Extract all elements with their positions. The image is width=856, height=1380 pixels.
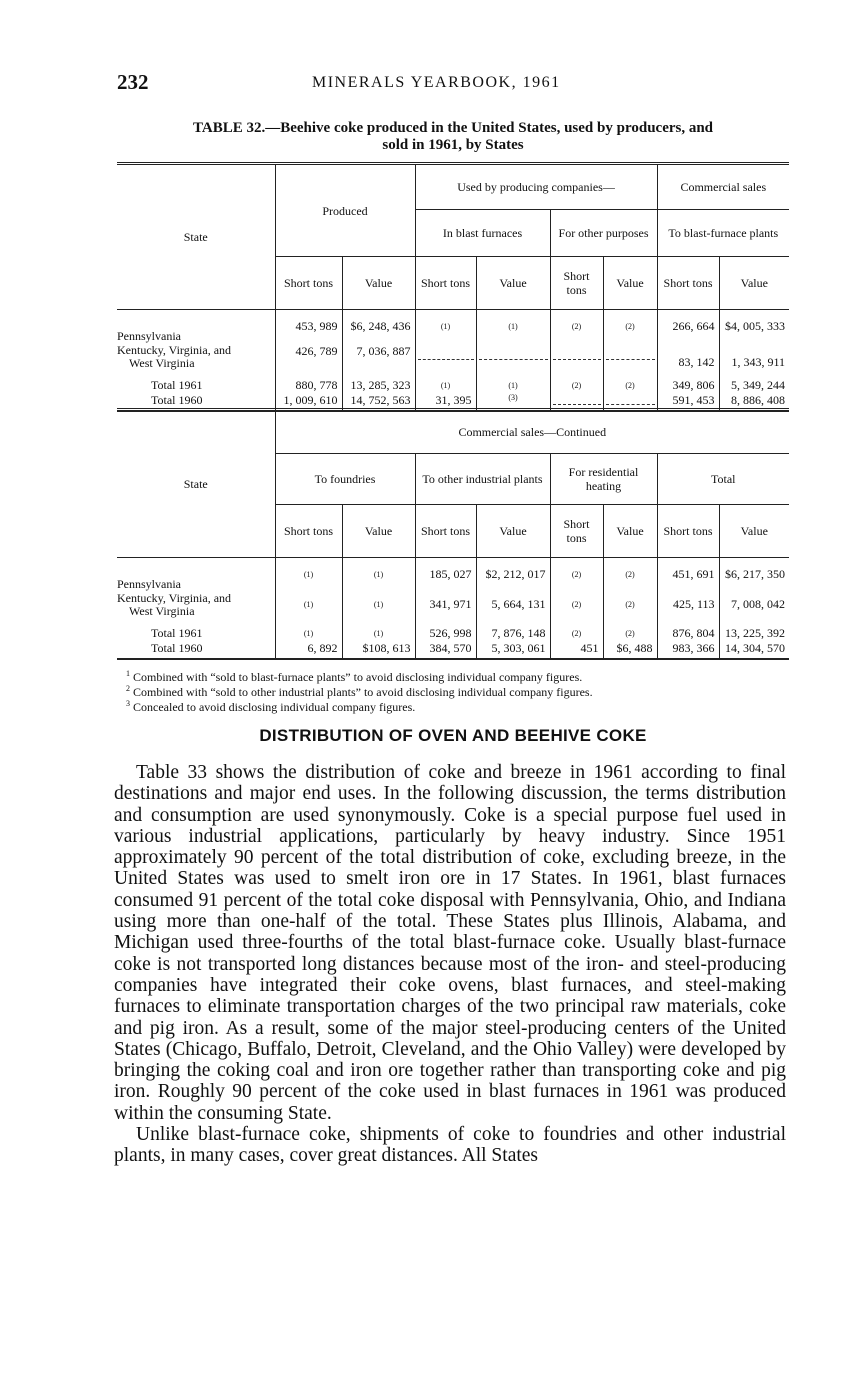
for-other-purposes-header: For other purposes [550,210,657,257]
data-cell: 876, 804 [657,626,719,641]
to-other-industrial-header: To other industrial plants [415,454,550,505]
footnote-text: Concealed to avoid disclosing individual company figures. [133,700,416,714]
data-cell: $108, 613 [342,641,415,659]
value-header: Value [476,505,550,558]
data-cell: 451 [550,641,603,659]
table-row [117,641,789,659]
footnote-ref: (2) [603,378,657,393]
table-row [117,378,789,393]
data-cell: $6, 488 [603,641,657,659]
footnote-ref: (1) [275,592,342,618]
short-tons-header: Short tons [415,257,476,310]
table-title-line-2: sold in 1961, by States [382,137,524,153]
to-foundries-header: To foundries [275,454,415,505]
footnote-ref: (3) [476,393,550,411]
state-name: Total 1961 [151,377,203,392]
footnote-mark: 2 [126,684,130,693]
data-cell: 5, 349, 244 [719,378,789,393]
data-cell: 13, 285, 323 [342,378,415,393]
table-row [117,344,789,370]
footnote-text: Combined with “sold to blast-furnace plants” to avoid disclosing individual company figures. [133,670,583,684]
state-header: State [117,164,275,310]
short-tons-header: Short tons [550,257,603,310]
state-name-line-2: West Virginia [129,603,195,618]
footnote-ref: (1) [476,310,550,344]
total-header: Total [657,454,789,505]
data-cell: 341, 971 [415,592,476,618]
data-cell: 14, 304, 570 [719,641,789,659]
value-header: Value [342,505,415,558]
data-cell: 14, 752, 563 [342,393,415,411]
footnote-ref: (2) [603,626,657,641]
table-title [117,120,789,154]
short-tons-header: Short tons [550,505,603,558]
value-header: Value [719,505,789,558]
data-cell: 8, 886, 408 [719,393,789,411]
state-name [117,344,275,370]
data-cell: $6, 217, 350 [719,558,789,592]
short-tons-header: Short tons [415,505,476,558]
state-name [117,592,275,618]
footnote-ref: (1) [342,592,415,618]
page-number: 232 [117,70,149,94]
used-by-producing-header: Used by producing companies— [415,164,657,210]
footnote-3 [126,698,786,713]
running-title: MINERALS YEARBOOK, 1961 [312,74,561,91]
footnote-ref: (1) [275,558,342,592]
footnote-mark: 3 [126,699,130,708]
data-cell: 185, 027 [415,558,476,592]
footnote-ref: (2) [550,592,603,618]
produced-header: Produced [275,164,415,257]
footnote-ref: (2) [603,310,657,344]
data-cell: 83, 142 [657,344,719,370]
footnote-ref: (2) [550,558,603,592]
state-name: Total 1960 [151,392,203,407]
state-name-line-1: Kentucky, Virginia, and [117,590,232,605]
state-name: Total 1961 [151,625,203,640]
state-name-line-1: Kentucky, Virginia, and [117,342,232,357]
data-cell: 983, 366 [657,641,719,659]
table-row [117,626,789,641]
commercial-sales-header: Commercial sales [657,164,789,210]
value-header: Value [719,257,789,310]
data-cell: 1, 343, 911 [719,344,789,370]
to-blast-furnace-plants-header: To blast-furnace plants [657,210,789,257]
table-row [117,558,789,592]
page-header [117,70,787,100]
data-cell: 31, 395 [415,393,476,411]
data-cell: 1, 009, 610 [275,393,342,411]
data-cell: 591, 453 [657,393,719,411]
footnote-2 [126,683,786,698]
data-cell: 5, 664, 131 [476,592,550,618]
value-header: Value [476,257,550,310]
data-cell: $4, 005, 333 [719,310,789,344]
footnote-ref: (1) [342,558,415,592]
state-name: Pennsylvania [117,576,181,591]
footnote-ref: (1) [342,626,415,641]
state-name: Total 1960 [151,640,203,655]
dash-leader [550,344,603,370]
section-heading: DISTRIBUTION OF OVEN AND BEEHIVE COKE [259,726,647,745]
data-cell: 266, 664 [657,310,719,344]
short-tons-header: Short tons [657,257,719,310]
footnote-ref: (2) [550,310,603,344]
dash-leader [476,344,550,370]
footnote-ref: (1) [476,378,550,393]
table-title-line-1: TABLE 32.—Beehive coke produced in the United States, used by producers, and [192,120,714,136]
footnote-mark: 1 [126,669,130,678]
data-cell: 880, 778 [275,378,342,393]
footnote-ref: (2) [603,592,657,618]
footnote-text: Combined with “sold to other industrial plants” to avoid disclosing individual company figures. [133,685,593,699]
data-cell: 5, 303, 061 [476,641,550,659]
data-cell: 453, 989 [275,310,342,344]
paragraph-2: Unlike blast-furnace coke, shipments of coke to foundries and other industrial plants, in many cases, cover great distances. All States [114,1124,786,1167]
value-header: Value [603,257,657,310]
data-cell: 425, 113 [657,592,719,618]
dash-leader [603,344,657,370]
footnote-ref: (2) [550,378,603,393]
data-cell: 6, 892 [275,641,342,659]
data-cell: 384, 570 [415,641,476,659]
value-header: Value [342,257,415,310]
short-tons-header: Short tons [657,505,719,558]
dash-leader [415,344,476,370]
for-residential-header: For residential heating [550,454,657,505]
in-blast-furnaces-header: In blast furnaces [415,210,550,257]
state-name-line-2: West Virginia [129,355,195,370]
commercial-sales-continued-header: Commercial sales—Continued [275,410,789,454]
paragraph-1: Table 33 shows the distribution of coke and breeze in 1961 according to final destinations and major end uses. In the following discussion, the terms distribution and consumption are used synonymously. Coke is a special purpose fuel used in various industrial applications, particularly by heavy industry. Since 1951 approximately 90 percent of the total distribution of coke, excluding breeze, in the United States was used to smelt iron ore in 17 States. In 1961, blast furnaces consumed 91 percent of the total coke disposal with Pennsylvania, Ohio, and Indiana using more than one-half of the total. These States plus Illinois, Alabama, and Michigan used three-fourths of the total blast-furnace coke. Usually blast-furnace coke is not transported long distances because most of the iron- and steel-producing companies have integrated their coke ovens, blast furnaces, and steel-making furnaces to eliminate transportation charges of the two principal raw materials, coke and pig iron. As a result, some of the major steel-producing centers of the United States (Chicago, Buffalo, Detroit, Cleveland, and the Ohio Valley) were developed by bringing the coking coal and iron ore together rather than transporting coke and pig iron. Roughly 90 percent of the coke used in blast furnaces in 1961 was produced within the consuming State. [114,762,786,1124]
table-row [117,592,789,618]
data-cell: 7, 008, 042 [719,592,789,618]
beehive-coke-table-part-1 [117,162,789,412]
data-cell: $6, 248, 436 [342,310,415,344]
short-tons-header: Short tons [275,505,342,558]
data-cell: 451, 691 [657,558,719,592]
value-header: Value [603,505,657,558]
data-cell: 7, 036, 887 [342,344,415,370]
footnote-ref: (1) [275,626,342,641]
footnote-1 [126,668,786,683]
data-cell: 526, 998 [415,626,476,641]
state-header: State [117,410,275,558]
data-cell: $2, 212, 017 [476,558,550,592]
beehive-coke-table-part-2 [117,408,789,660]
table-footnotes [126,668,786,713]
footnote-ref: (1) [415,310,476,344]
footnote-ref: (1) [415,378,476,393]
data-cell: 349, 806 [657,378,719,393]
data-cell: 13, 225, 392 [719,626,789,641]
footnote-ref: (2) [550,626,603,641]
table-row [117,310,789,344]
state-name: Pennsylvania [117,328,181,343]
body-text [114,762,786,1167]
data-cell: 7, 876, 148 [476,626,550,641]
data-cell: 426, 789 [275,344,342,370]
short-tons-header: Short tons [275,257,342,310]
footnote-ref: (2) [603,558,657,592]
